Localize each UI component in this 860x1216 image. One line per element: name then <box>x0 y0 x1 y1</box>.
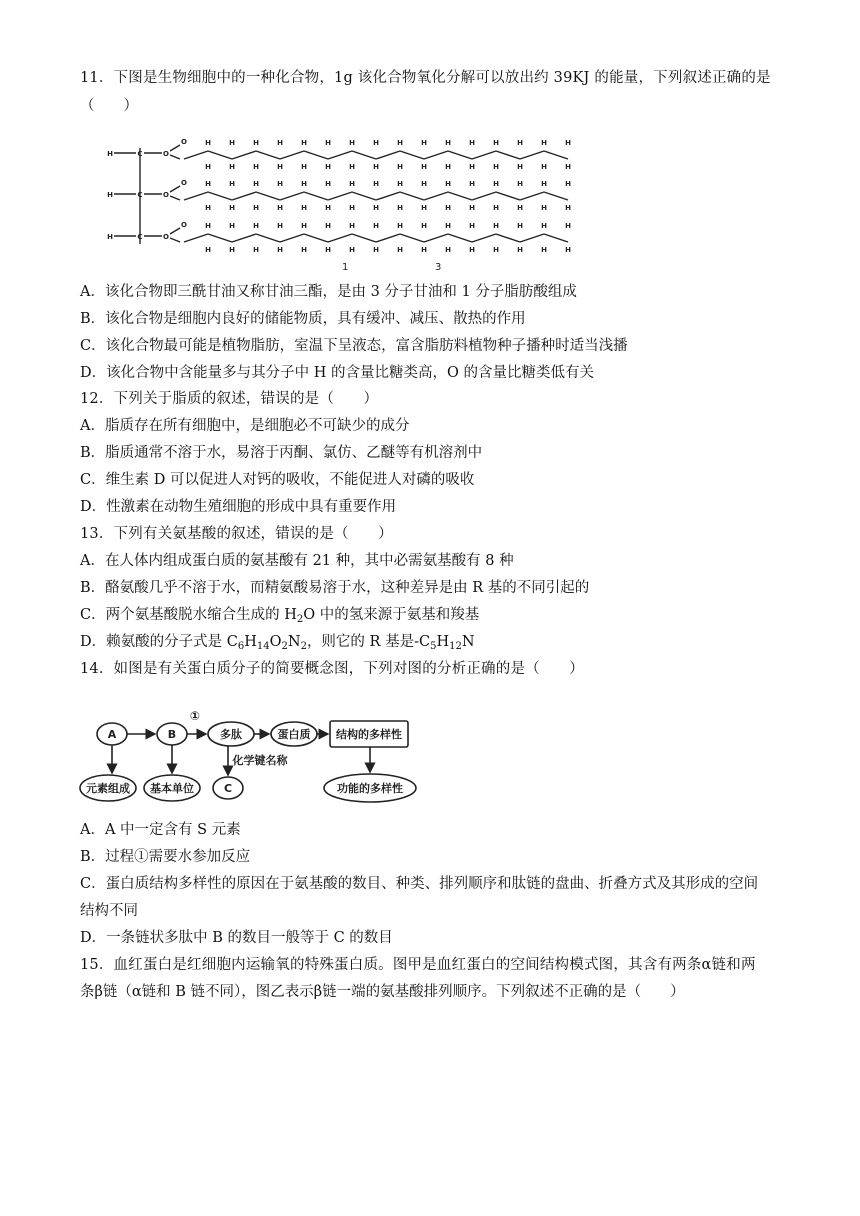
bond-line <box>400 151 424 159</box>
atom-glyph: H <box>349 222 355 230</box>
bond-line <box>232 234 256 242</box>
atom-glyph: H <box>277 204 283 212</box>
bond-line <box>400 192 424 200</box>
atom-glyph: H <box>541 222 547 230</box>
bond-line <box>376 151 400 159</box>
bond-line <box>448 151 472 159</box>
atom-glyph: H <box>301 180 307 188</box>
atom-glyph: H <box>205 180 211 188</box>
bond-line <box>352 234 376 242</box>
bond-line <box>328 192 352 200</box>
node-b-label: B <box>167 728 177 741</box>
bond-line <box>184 234 208 242</box>
atom-glyph: O <box>181 221 187 229</box>
atom-glyph: H <box>253 163 259 171</box>
atom-glyph: H <box>397 222 403 230</box>
q12-option-d: D．性激素在动物生殖细胞的形成中具有重要作用 <box>80 499 397 515</box>
bond-line <box>170 145 180 151</box>
q11-option-d: D．该化合物中含能量多与其分子中 H 的含量比糖类高，O 的含量比糖类低有关 <box>80 365 594 381</box>
bond-line <box>352 151 376 159</box>
bond-name-label: 化学键名称 <box>232 754 288 767</box>
atom-glyph: H <box>517 222 523 230</box>
bond-line <box>232 151 256 159</box>
atom-glyph: H <box>107 233 113 241</box>
bond-line <box>352 192 376 200</box>
q11-answer-bracket: （ ） <box>80 98 138 114</box>
node-a-label: A <box>107 728 117 741</box>
atom-glyph: O <box>163 233 169 241</box>
atom-glyph: O <box>163 150 169 158</box>
bond-line <box>170 186 180 192</box>
atom-glyph: H <box>205 246 211 254</box>
bond-line <box>170 228 180 234</box>
atom-glyph: H <box>373 204 379 212</box>
atom-glyph: H <box>541 163 547 171</box>
protein-label: 蛋白质 <box>277 728 311 741</box>
bond-line <box>448 234 472 242</box>
atom-glyph: H <box>229 246 235 254</box>
atom-glyph: H <box>493 163 499 171</box>
atom-glyph: H <box>373 180 379 188</box>
atom-glyph: H <box>253 246 259 254</box>
peptide-label: 多肽 <box>220 728 242 741</box>
atom-glyph: H <box>445 163 451 171</box>
atom-glyph: H <box>253 204 259 212</box>
bond-line <box>280 151 304 159</box>
atom-glyph: H <box>469 222 475 230</box>
bond-line <box>520 192 544 200</box>
atom-glyph: H <box>469 246 475 254</box>
bond-line <box>256 151 280 159</box>
bond-line <box>376 192 400 200</box>
q11-option-b: B．该化合物是细胞内良好的储能物质，具有缓冲、减压、散热的作用 <box>80 311 526 327</box>
atom-glyph: H <box>253 180 259 188</box>
atom-glyph: H <box>373 222 379 230</box>
atom-glyph: H <box>469 180 475 188</box>
atom-glyph: H <box>373 246 379 254</box>
bond-line <box>496 234 520 242</box>
q14-option-a: A．A 中一定含有 S 元素 <box>80 822 241 838</box>
bond-line <box>208 151 232 159</box>
atom-glyph: H <box>469 204 475 212</box>
atom-glyph: H <box>445 180 451 188</box>
q13-option-d: D．赖氨酸的分子式是 $C_6H_{14}O_2N_2$，则它的 R 基是$-C_5H_{12}N$ <box>80 634 475 652</box>
bond-line <box>304 192 328 200</box>
q13-option-b: B．酪氨酸几乎不溶于水，而精氨酸易溶于水，这种差异是由 R 基的不同引起的 <box>80 580 590 596</box>
atom-glyph: H <box>325 163 331 171</box>
q15-stem-line2: 条β链（α链和 B 链不同），图乙表示β链一端的氨基酸排列顺序。下列叙述不正确的是（ ） <box>80 984 685 1000</box>
atom-glyph: H <box>541 246 547 254</box>
atom-glyph: H <box>349 204 355 212</box>
figure-label-3: 3 <box>435 262 442 273</box>
bond-line <box>472 192 496 200</box>
atom-glyph: C <box>137 191 143 199</box>
atom-glyph: H <box>253 222 259 230</box>
bond-line <box>170 238 180 242</box>
node-c-label: C <box>223 782 233 795</box>
atom-glyph: H <box>205 222 211 230</box>
bond-line <box>376 234 400 242</box>
atom-glyph: H <box>565 246 571 254</box>
bond-line <box>304 234 328 242</box>
q14-option-d: D．一条链状多肽中 B 的数目一般等于 C 的数目 <box>80 930 393 946</box>
atom-glyph: H <box>277 139 283 147</box>
atom-glyph: H <box>493 246 499 254</box>
triglyceride-structure-figure <box>80 128 572 274</box>
atom-glyph: H <box>397 163 403 171</box>
bond-line <box>170 155 180 159</box>
q11-stem: 11．下图是生物细胞中的一种化合物，1g 该化合物氧化分解可以放出约 39KJ 的能量，下列叙述正确的是 <box>80 70 771 86</box>
atom-glyph: H <box>565 180 571 188</box>
q11-option-c: C．该化合物最可能是植物脂肪，室温下呈液态，富含脂肪料植物种子播种时适当浅播 <box>80 338 628 354</box>
atom-glyph: H <box>493 139 499 147</box>
atom-glyph: H <box>277 180 283 188</box>
atom-glyph: H <box>205 139 211 147</box>
atom-glyph: H <box>397 204 403 212</box>
atom-glyph: H <box>517 163 523 171</box>
bond-line <box>424 151 448 159</box>
bond-line <box>520 234 544 242</box>
atom-glyph: H <box>445 139 451 147</box>
bond-line <box>448 192 472 200</box>
atom-glyph: H <box>541 139 547 147</box>
q12-option-c: C．维生素 D 可以促进人对钙的吸收，不能促进人对磷的吸收 <box>80 472 475 488</box>
atom-glyph: H <box>301 163 307 171</box>
protein-concept-map <box>78 706 418 808</box>
bond-line <box>328 151 352 159</box>
atom-glyph: H <box>325 139 331 147</box>
atom-glyph: H <box>325 180 331 188</box>
atom-glyph: H <box>517 180 523 188</box>
atom-glyph: H <box>565 163 571 171</box>
atom-glyph: H <box>301 204 307 212</box>
triglyceride-structural-formula <box>80 128 572 274</box>
atom-glyph: H <box>229 180 235 188</box>
q13-option-c: C．两个氨基酸脱水缩合生成的 $H_2O$ 中的氢来源于氨基和羧基 <box>80 607 480 625</box>
bond-line <box>496 192 520 200</box>
atom-glyph: H <box>397 139 403 147</box>
bond-line <box>232 192 256 200</box>
atom-glyph: H <box>517 204 523 212</box>
protein-concept-map-svg <box>78 706 418 808</box>
atom-glyph: H <box>565 139 571 147</box>
atom-glyph: H <box>107 191 113 199</box>
atom-glyph: O <box>163 191 169 199</box>
atom-glyph: H <box>325 222 331 230</box>
atom-glyph: H <box>107 150 113 158</box>
figure-label-1: 1 <box>342 262 349 273</box>
atom-glyph: H <box>229 204 235 212</box>
atom-glyph: H <box>349 246 355 254</box>
q11-option-a: A．该化合物即三酰甘油又称甘油三酯，是由 3 分子甘油和 1 分子脂肪酸组成 <box>80 284 577 300</box>
bond-line <box>170 196 180 200</box>
atom-glyph: H <box>301 139 307 147</box>
atom-glyph: H <box>493 204 499 212</box>
atom-glyph: H <box>229 163 235 171</box>
units-label: 基本单位 <box>150 782 194 795</box>
atom-glyph: H <box>445 222 451 230</box>
atom-glyph: H <box>421 180 427 188</box>
atom-glyph: H <box>277 222 283 230</box>
bond-line <box>208 192 232 200</box>
atom-glyph: H <box>541 180 547 188</box>
bond-line <box>304 151 328 159</box>
atom-glyph: H <box>277 163 283 171</box>
atom-glyph: C <box>137 150 143 158</box>
q13-stem: 13．下列有关氨基酸的叙述，错误的是（ ） <box>80 526 393 542</box>
atom-glyph: H <box>541 204 547 212</box>
atom-glyph: H <box>325 204 331 212</box>
atom-glyph: H <box>565 204 571 212</box>
q15-stem-line1: 15．血红蛋白是红细胞内运输氧的特殊蛋白质。图甲是血红蛋白的空间结构模式图，其含有两条α链和两 <box>80 957 756 973</box>
bond-line <box>400 234 424 242</box>
structural-diversity-label: 结构的多样性 <box>336 728 402 741</box>
atom-glyph: O <box>181 138 187 146</box>
bond-line <box>544 234 568 242</box>
atom-glyph: H <box>421 163 427 171</box>
atom-glyph: H <box>373 163 379 171</box>
q14-option-b: B．过程①需要水参加反应 <box>80 849 251 865</box>
functional-diversity-label: 功能的多样性 <box>337 782 403 795</box>
atom-glyph: H <box>349 163 355 171</box>
q14-option-c-line2: 结构不同 <box>80 903 138 919</box>
atom-glyph: H <box>517 139 523 147</box>
atom-glyph: H <box>421 246 427 254</box>
atom-glyph: H <box>421 204 427 212</box>
bond-line <box>544 151 568 159</box>
atom-glyph: H <box>301 222 307 230</box>
bond-line <box>496 151 520 159</box>
atom-glyph: H <box>469 163 475 171</box>
bond-line <box>184 151 208 159</box>
atom-glyph: H <box>205 204 211 212</box>
atom-glyph: H <box>493 222 499 230</box>
bond-line <box>328 234 352 242</box>
atom-glyph: H <box>469 139 475 147</box>
atom-glyph: H <box>301 246 307 254</box>
bond-line <box>280 234 304 242</box>
atom-glyph: O <box>181 179 187 187</box>
atom-glyph: H <box>421 139 427 147</box>
bond-line <box>544 192 568 200</box>
atom-glyph: H <box>445 204 451 212</box>
bond-line <box>256 234 280 242</box>
q14-stem: 14．如图是有关蛋白质分子的简要概念图，下列对图的分析正确的是（ ） <box>80 661 584 677</box>
bond-line <box>184 192 208 200</box>
atom-glyph: H <box>397 246 403 254</box>
atom-glyph: H <box>421 222 427 230</box>
atom-glyph: H <box>565 222 571 230</box>
atom-glyph: H <box>229 139 235 147</box>
q12-option-a: A．脂质存在所有细胞中，是细胞必不可缺少的成分 <box>80 418 410 434</box>
atom-glyph: H <box>253 139 259 147</box>
atom-glyph: H <box>373 139 379 147</box>
atom-glyph: H <box>445 246 451 254</box>
atom-glyph: H <box>493 180 499 188</box>
bond-line <box>280 192 304 200</box>
atom-glyph: H <box>229 222 235 230</box>
atom-glyph: H <box>397 180 403 188</box>
bond-line <box>472 234 496 242</box>
atom-glyph: H <box>325 246 331 254</box>
bond-line <box>256 192 280 200</box>
atom-glyph: H <box>349 139 355 147</box>
atom-glyph: C <box>137 233 143 241</box>
bond-line <box>208 234 232 242</box>
step-1-label: ① <box>189 709 201 723</box>
elements-label: 元素组成 <box>86 782 130 795</box>
q13-option-a: A．在人体内组成蛋白质的氨基酸有 21 种，其中必需氨基酸有 8 种 <box>80 553 514 569</box>
bond-line <box>424 234 448 242</box>
atom-glyph: H <box>517 246 523 254</box>
q12-stem: 12．下列关于脂质的叙述，错误的是（ ） <box>80 391 379 407</box>
atom-glyph: H <box>277 246 283 254</box>
q12-option-b: B．脂质通常不溶于水，易溶于丙酮、氯仿、乙醚等有机溶剂中 <box>80 445 483 461</box>
atom-glyph: H <box>205 163 211 171</box>
q14-option-c-line1: C．蛋白质结构多样性的原因在于氨基酸的数目、种类、排列顺序和肽链的盘曲、折叠方式及其形成的空间 <box>80 876 759 892</box>
atom-glyph: H <box>349 180 355 188</box>
bond-line <box>520 151 544 159</box>
bond-line <box>472 151 496 159</box>
bond-line <box>424 192 448 200</box>
